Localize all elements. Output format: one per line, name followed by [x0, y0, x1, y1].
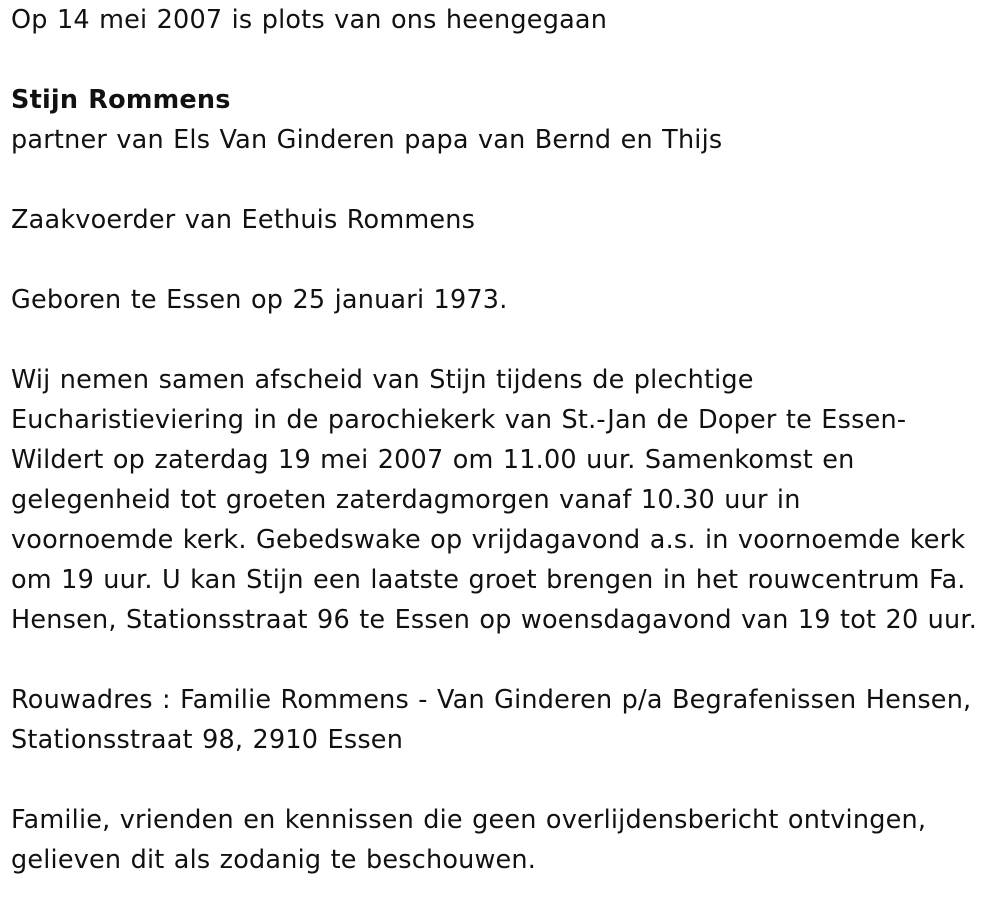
ceremony-line: voornoemde kerk. Gebedswake op vrijdagavond a.s. in voornoemde kerk [11, 525, 966, 555]
birth-line: Geboren te Essen op 25 januari 1973. [11, 285, 508, 315]
spacer [11, 760, 996, 800]
obituary-notice [11, 0, 996, 880]
spacer [11, 240, 996, 280]
ceremony-line: Eucharistieviering in de parochiekerk van St.-Jan de Doper te Essen- [11, 405, 907, 435]
closing-line: Familie, vrienden en kennissen die geen overlijdensbericht ontvingen, [11, 805, 927, 835]
intro-line: Op 14 mei 2007 is plots van ons heengegaan [11, 5, 608, 35]
closing-paragraph [11, 800, 996, 880]
spacer [11, 320, 996, 360]
deceased-name: Stijn Rommens [11, 85, 231, 115]
ceremony-line: Wildert op zaterdag 19 mei 2007 om 11.00 uur. Samenkomst en [11, 445, 855, 475]
occupation-line: Zaakvoerder van Eethuis Rommens [11, 205, 476, 235]
spacer [11, 160, 996, 200]
address-line: Rouwadres : Familie Rommens - Van Ginderen p/a Begrafenissen Hensen, [11, 685, 972, 715]
ceremony-line: om 19 uur. U kan Stijn een laatste groet brengen in het rouwcentrum Fa. [11, 565, 966, 595]
address-paragraph [11, 680, 996, 760]
spacer [11, 640, 996, 680]
ceremony-line: Wij nemen samen afscheid van Stijn tijdens de plechtige [11, 365, 754, 395]
ceremony-paragraph [11, 360, 996, 640]
closing-line: gelieven dit als zodanig te beschouwen. [11, 845, 537, 875]
relations-line: partner van Els Van Ginderen papa van Bernd en Thijs [11, 125, 723, 155]
address-line: Stationsstraat 98, 2910 Essen [11, 725, 404, 755]
ceremony-line: gelegenheid tot groeten zaterdagmorgen vanaf 10.30 uur in [11, 485, 801, 515]
ceremony-line: Hensen, Stationsstraat 96 te Essen op woensdagavond van 19 tot 20 uur. [11, 605, 978, 635]
spacer [11, 40, 996, 80]
